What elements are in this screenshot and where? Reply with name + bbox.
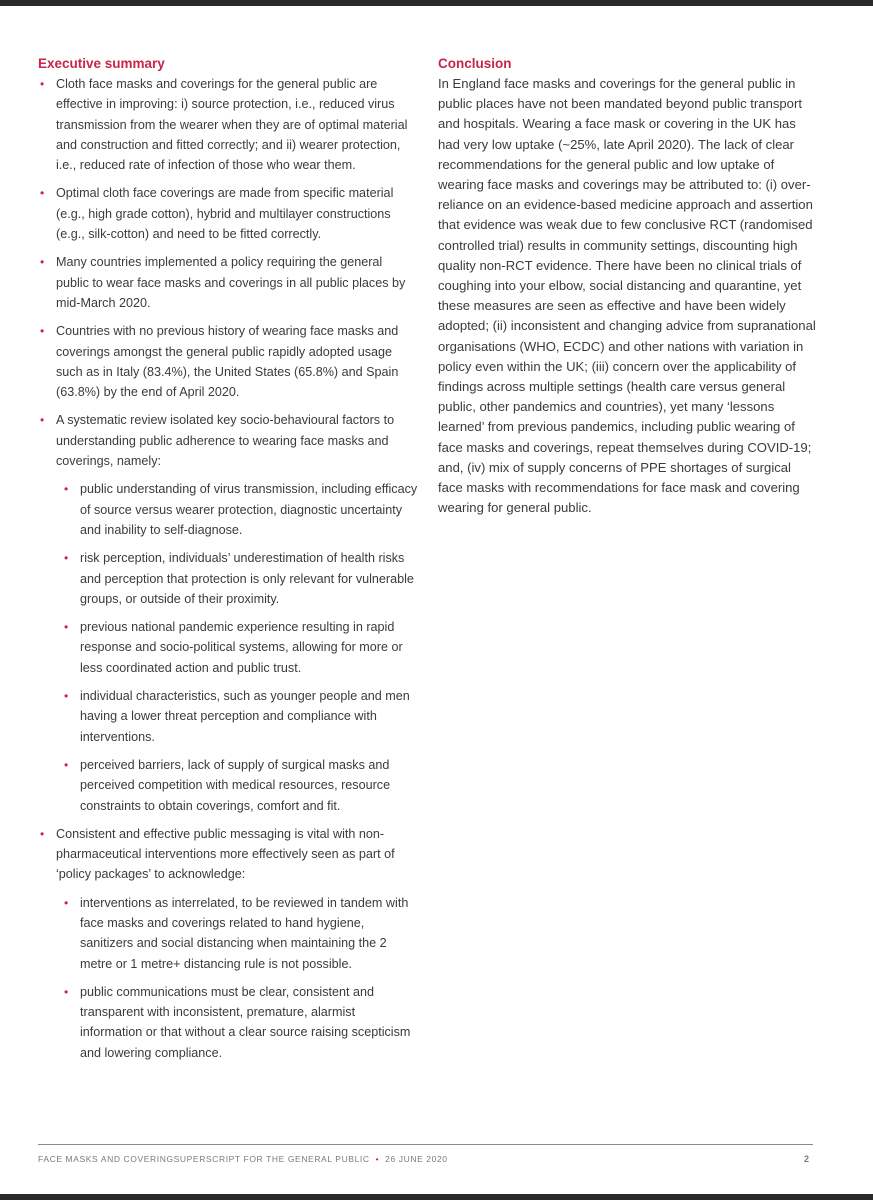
summary-bullet	[38, 183, 418, 244]
factors-sublist	[62, 479, 418, 815]
factor-item: • individual characteristics, such as younger people and men having a lower threat perception and compliance with interventions.	[62, 686, 418, 747]
summary-bullet	[38, 74, 418, 175]
bottom-border	[0, 1194, 873, 1200]
factor-item: • public understanding of virus transmission, including efficacy of source versus wearer protection, diagnostic uncertainty and inability to self-diagnose.	[62, 479, 418, 540]
bullet-text: Consistent and effective public messaging is vital with non-pharmaceutical interventions more effectively seen as part of ‘policy packages’ to acknowledge:	[56, 826, 395, 882]
messaging-item: • public communications must be clear, consistent and transparent with inconsistent, premature, alarmist information or that without a clear source raising scepticism and lowering compliance.	[62, 982, 418, 1063]
conclusion-heading: Conclusion	[438, 56, 512, 71]
messaging-sublist	[62, 893, 418, 1063]
summary-bullet	[38, 410, 418, 815]
page-number: 2	[804, 1154, 810, 1164]
bullet-text: Cloth face masks and coverings for the general public are effective in improving: i) source protection, i.e., reduced virus transmission from the wearer when they are of optimal material and construction and fitted correctly; and ii) wearer protection, i.e., reduced rate of infection of those who wear them.	[56, 77, 408, 173]
conclusion-paragraph: In England face masks and coverings for the general public in public places have not been mandated beyond public transport and hospitals. Wearing a face mask or covering in the UK has had very low uptake (~25%, late April 2020). The lack of clear recommendations for the general public and low uptake of wearing face masks and coverings may be attributed to: (i) over-reliance on an evidence-based medicine approach and assertion that evidence was weak due to few conclusive RCT (randomised controlled trial) results in community settings, discounting high quality non-RCT evidence. There have been no clinical trials of coughing into your elbow, social distancing and quarantine, yet these measures are seen as effective and have been widely adopted; (ii) inconsistent and changing advice from supranational organisations (WHO, ECDC) and other nations with variation in policy even within the UK; (iii) concern over the applicability of findings across multiple settings (health care versus general public, other pandemics and countries), yet many ‘lessons learned’ from previous pandemics, including public wearing of face masks and coverings, repeat themselves during COVID-19; and, (iv) mix of supply concerns of PPE shortages of surgical face masks with recommendations for face mask and covering wearing for general public.	[438, 76, 816, 516]
summary-bullet	[38, 824, 418, 1063]
bullet-text: Optimal cloth face coverings are made from specific material (e.g., high grade cotton), hybrid and multilayer constructions (e.g., silk-cotton) and need to be fitted correctly.	[56, 186, 394, 242]
factor-item: • perceived barriers, lack of supply of surgical masks and perceived competition with medical resources, resource constraints to obtain coverings, comfort and fit.	[62, 755, 418, 816]
bullet-text: Many countries implemented a policy requiring the general public to wear face masks and coverings in all public places by mid-March 2020.	[56, 255, 406, 310]
executive-summary-heading: Executive summary	[38, 56, 165, 71]
executive-summary-column	[38, 54, 418, 1071]
summary-bullet	[38, 321, 418, 402]
conclusion-column	[438, 54, 818, 518]
summary-bullet	[38, 252, 418, 313]
bullet-text: A systematic review isolated key socio-behavioural factors to understanding public adherence to wearing face masks and coverings, namely:	[56, 413, 395, 469]
footer-date: 26 JUNE 2020	[385, 1154, 448, 1164]
factor-item: • previous national pandemic experience resulting in rapid response and socio-political systems, allowing for more or less coordinated action and public trust.	[62, 617, 418, 678]
footer-separator: •	[375, 1154, 380, 1164]
summary-list	[38, 74, 418, 1063]
bullet-text: Countries with no previous history of wearing face masks and coverings amongst the general public rapidly adopted usage such as in Italy (83.4%), the United States (65.8%) and Spain (63.8%) by the end of April 2020.	[56, 324, 399, 400]
footer-divider	[38, 1144, 813, 1145]
top-border	[0, 0, 873, 6]
footer-title: FACE MASKS AND COVERINGSUPERSCRIPT FOR THE GENERAL PUBLIC	[38, 1154, 370, 1164]
factor-item: • risk perception, individuals’ underestimation of health risks and perception that protection is only relevant for vulnerable groups, or outside of their proximity.	[62, 548, 418, 609]
footer-running-title	[38, 1154, 448, 1164]
messaging-item: • interventions as interrelated, to be reviewed in tandem with face masks and coverings related to hand hygiene, sanitizers and social distancing when maintaining the 2 metre or 1 metre+ distancing rule is not possible.	[62, 893, 418, 974]
